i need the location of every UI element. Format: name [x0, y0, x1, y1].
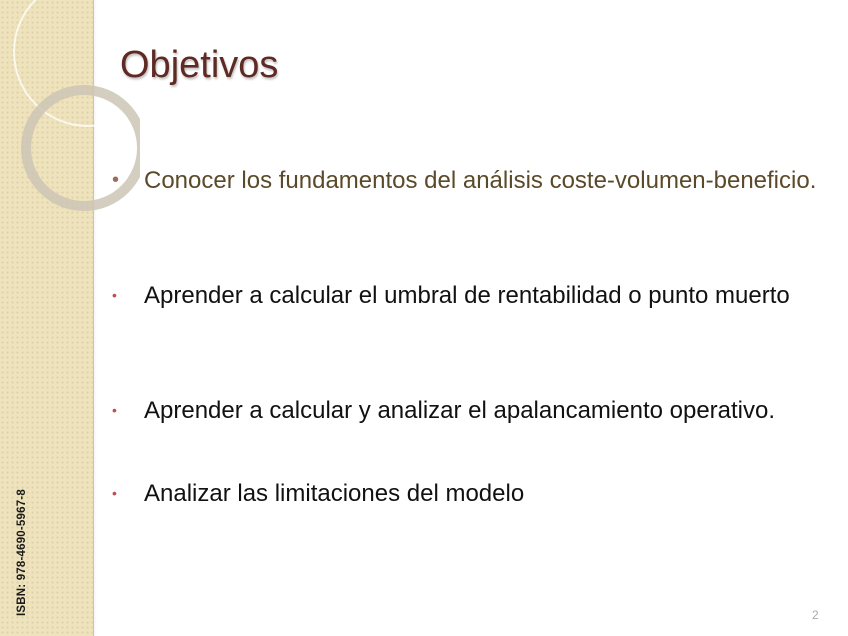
objective-text: Conocer los fundamentos del análisis coste-volumen-beneficio. — [144, 167, 817, 194]
isbn-label: ISBN: 978-4690-5967-8 — [16, 489, 28, 616]
page-number: 2 — [812, 608, 819, 622]
bullet-marker: • — [112, 169, 120, 191]
bullet-marker: • — [112, 402, 117, 418]
objective-item — [112, 477, 822, 510]
objective-text: Aprender a calcular y analizar el apalancamiento operativo. — [144, 397, 776, 424]
objective-item — [112, 164, 822, 197]
bullet-marker: • — [112, 485, 117, 501]
objective-text: Aprender a calcular el umbral de rentabilidad o punto muerto — [144, 282, 790, 309]
slide-title: Objetivos — [120, 44, 279, 86]
objective-text: Analizar las limitaciones del modelo — [144, 480, 525, 507]
objective-item — [112, 279, 822, 312]
objective-item — [112, 394, 822, 427]
bullet-marker: • — [112, 287, 117, 303]
